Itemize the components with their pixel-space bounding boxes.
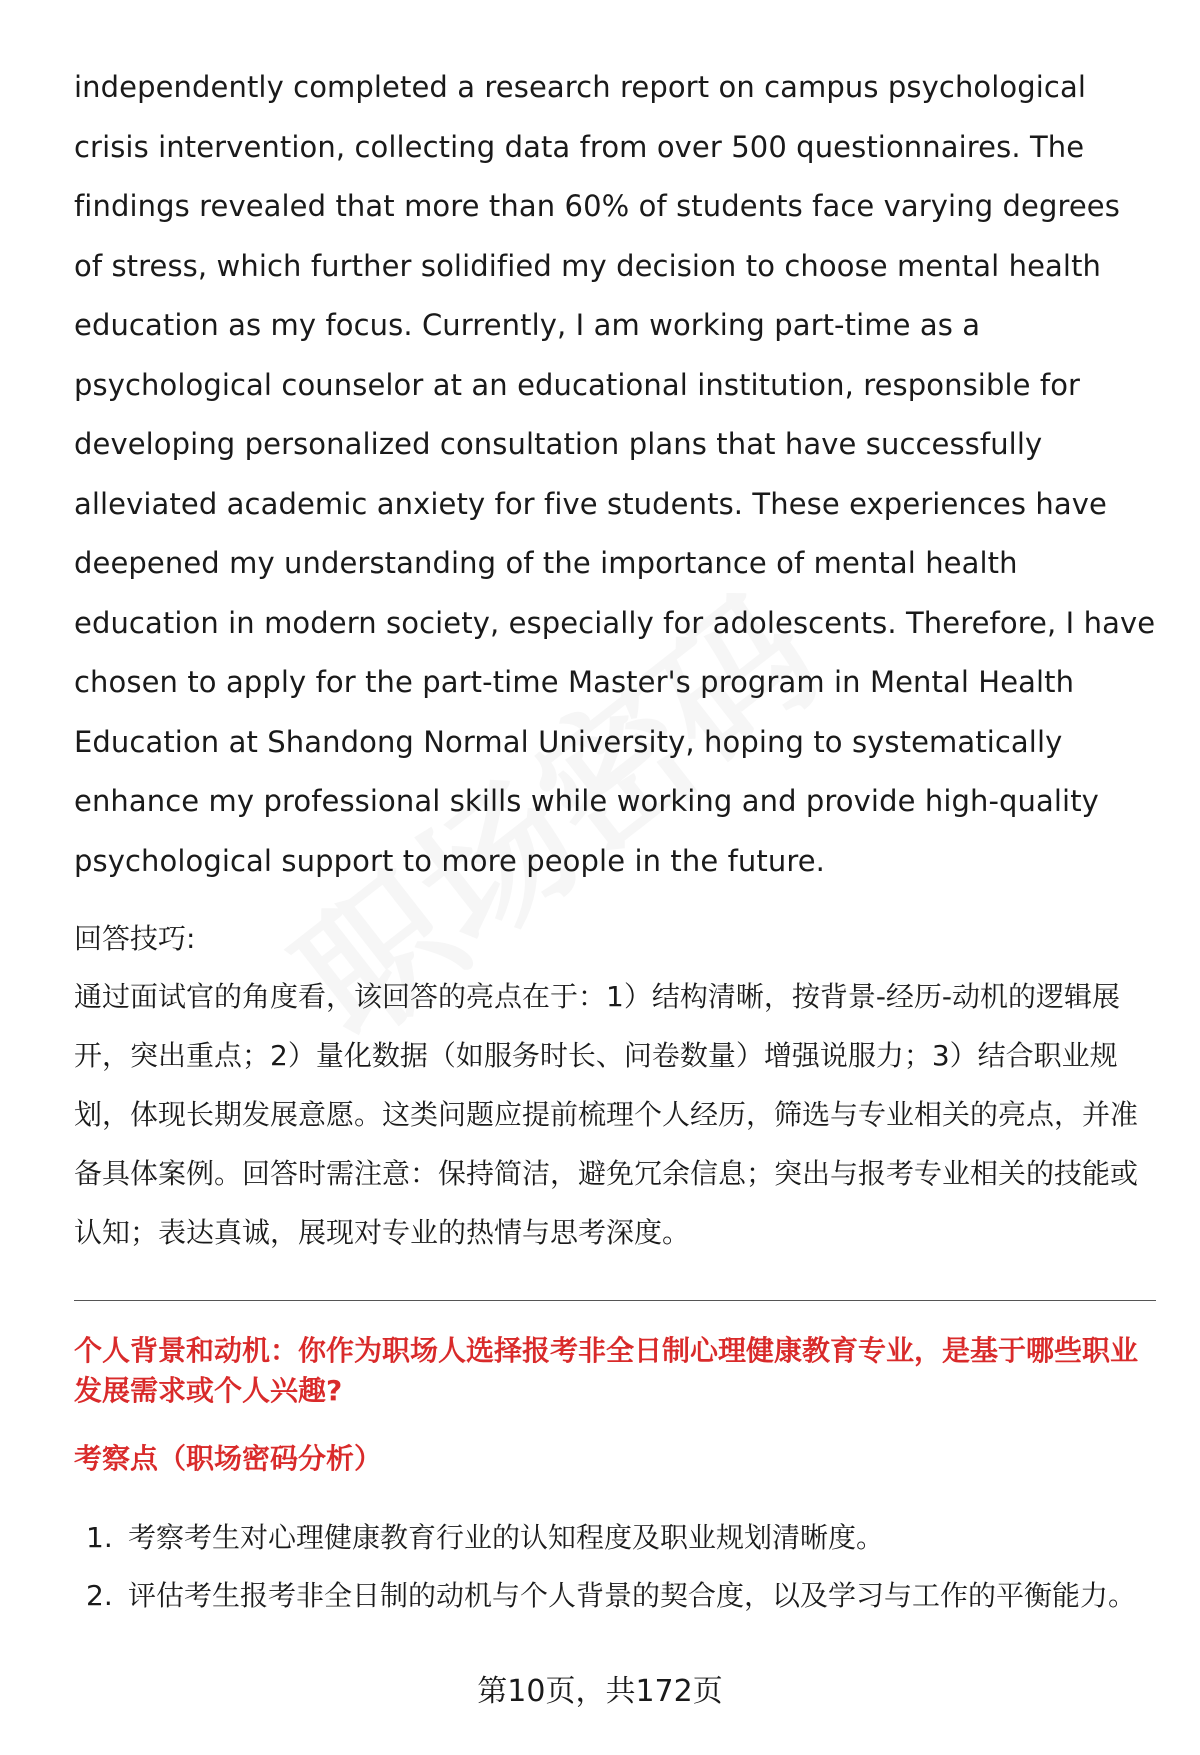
list-item-text: 评估考生报考非全日制的动机与个人背景的契合度，以及学习与工作的平衡能力。	[128, 1579, 1137, 1612]
list-item-text: 考察考生对心理健康教育行业的认知程度及职业规划清晰度。	[128, 1521, 885, 1554]
list-item-number: 1.	[86, 1521, 113, 1554]
list-item-number: 2.	[86, 1579, 113, 1612]
page-number: 第10页，共172页	[477, 1674, 723, 1709]
tips-label: 回答技巧:	[74, 922, 196, 955]
tips-text: 通过面试官的角度看，该回答的亮点在于：1）结构清晰，按背景-经历-动机的逻辑展开，突出重点；2）量化数据（如服务时长、问卷数量）增强说服力；3）结合职业规划，体现长期发展意愿。这类问题应提前梳理个人经历，筛选与专业相关的亮点，并准备具体案例。回答时需注意：保持简洁，避免冗余信息；突出与报考专业相关的技能或认知；表达真诚，展现对专业的热情与思考深度。	[74, 980, 1139, 1249]
section-divider	[74, 1300, 1156, 1301]
question-heading: 个人背景和动机：你作为职场人选择报考非全日制心理健康教育专业，是基于哪些职业发展需求或个人兴趣?	[74, 1334, 1139, 1407]
exam-points-list	[74, 1509, 1156, 1625]
document-page	[74, 58, 1156, 1625]
list-item	[74, 1509, 1156, 1567]
answer-paragraph: independently completed a research report on campus psychological crisis intervention, collecting data from over 500 questionnaires. The findings revealed that more than 60% of students face varying degrees of stress, which further solidified my decision to choose mental health education as my focus. Currently, I am working part-time as a psychological counselor at an educational institution, responsible for developing personalized consultation plans that have successfully alleviated academic anxiety for five students. These experiences have deepened my understanding of the importance of mental health education in modern society, especially for adolescents. Therefore, I have chosen to apply for the part-time Master's program in Mental Health Education at Shandong Normal University, hoping to systematically enhance my professional skills while working and provide high-quality psychological support to more people in the future.	[74, 70, 1156, 878]
exam-points-heading: 考察点（职场密码分析）	[74, 1442, 383, 1475]
list-item	[74, 1567, 1156, 1625]
